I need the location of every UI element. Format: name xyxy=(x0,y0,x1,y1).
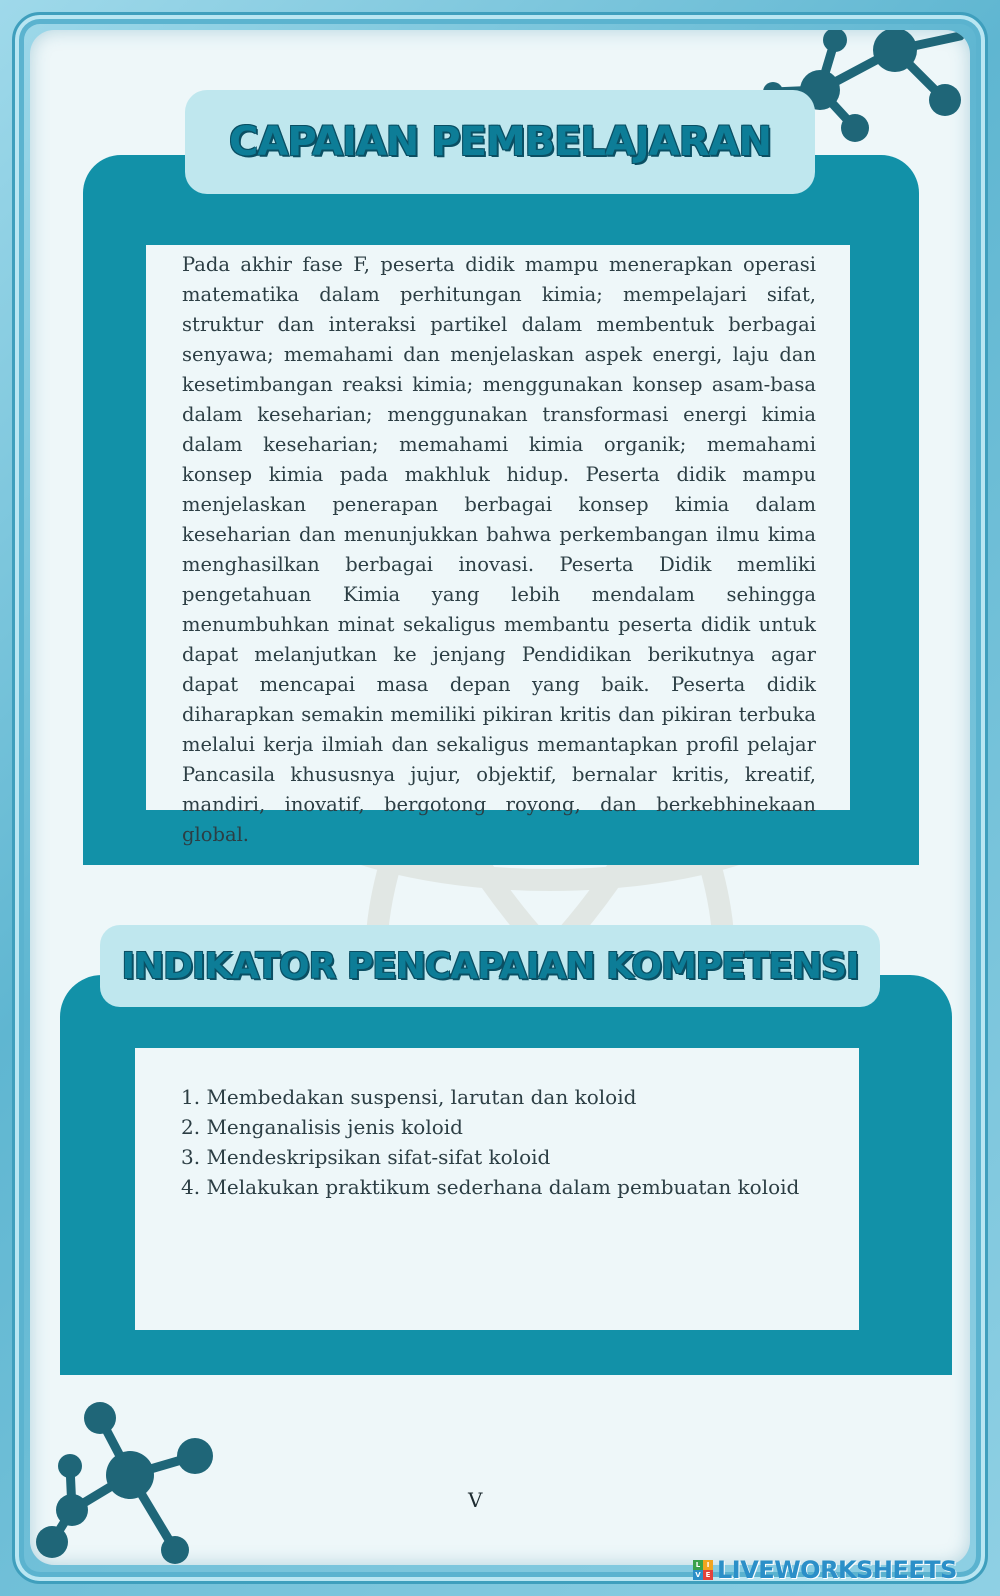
liveworksheets-logo-icon: L I V E xyxy=(693,1560,713,1580)
section2-title: INDIKATOR PENCAPAIAN KOMPETENSI xyxy=(121,945,859,987)
section2-content-box xyxy=(135,1048,859,1330)
worksheet-page xyxy=(30,30,970,1565)
list-item: 3. Mendeskripsikan sifat-sifat koloid xyxy=(181,1145,551,1169)
liveworksheets-wordmark: LIVEWORKSHEETS xyxy=(717,1556,957,1584)
section2-title-banner xyxy=(100,925,880,1007)
section1-title-banner xyxy=(185,90,815,194)
molecule-icon xyxy=(30,1400,220,1565)
section1-title: CAPAIAN PEMBELAJARAN xyxy=(229,119,771,165)
page-number: V xyxy=(468,1488,483,1512)
indicator-list xyxy=(181,1082,859,1202)
list-item: 2. Menganalisis jenis koloid xyxy=(181,1115,463,1139)
list-item: 4. Melakukan praktikum sederhana dalam pembuatan koloid xyxy=(181,1175,800,1199)
section1-content-box xyxy=(146,245,850,846)
list-item: 1. Membedakan suspensi, larutan dan koloid xyxy=(181,1085,637,1109)
section1-paragraph: Pada akhir fase F, peserta didik mampu menerapkan operasi matematika dalam perhitungan kimia; mempelajari sifat, struktur dan interaksi partikel dalam membentuk berbagai senyawa; memahami dan menjelaskan aspek energi, laju dan kesetimbangan reaksi kimia; menggunakan konsep asam-basa dalam keseharian; menggunakan transformasi energi kimia dalam keseharian; memahami kimia organik; memahami konsep kimia pada makhluk hidup. Peserta didik mampu menjelaskan penerapan berbagai konsep kimia dalam keseharian dan menunjukkan bahwa perkembangan ilmu kima menghasilkan berbagai inovasi. Peserta Didik memliki pengetahuan Kimia yang lebih mendalam sehingga menumbuhkan minat sekaligus membantu peserta didik untuk dapat melanjutkan ke jenjang Pendidikan berikutnya agar dapat mencapai masa depan yang baik. Peserta didik diharapkan semakin memiliki pikiran kritis dan pikiran terbuka melalui kerja ilmiah dan sekaligus memantapkan profil pelajar Pancasila khususnya jujur, objektif, bernalar kritis, kreatif, mandiri, inovatif, bergotong royong, dan berkebhinekaan global. xyxy=(182,253,816,846)
liveworksheets-brand[interactable] xyxy=(693,1556,957,1584)
